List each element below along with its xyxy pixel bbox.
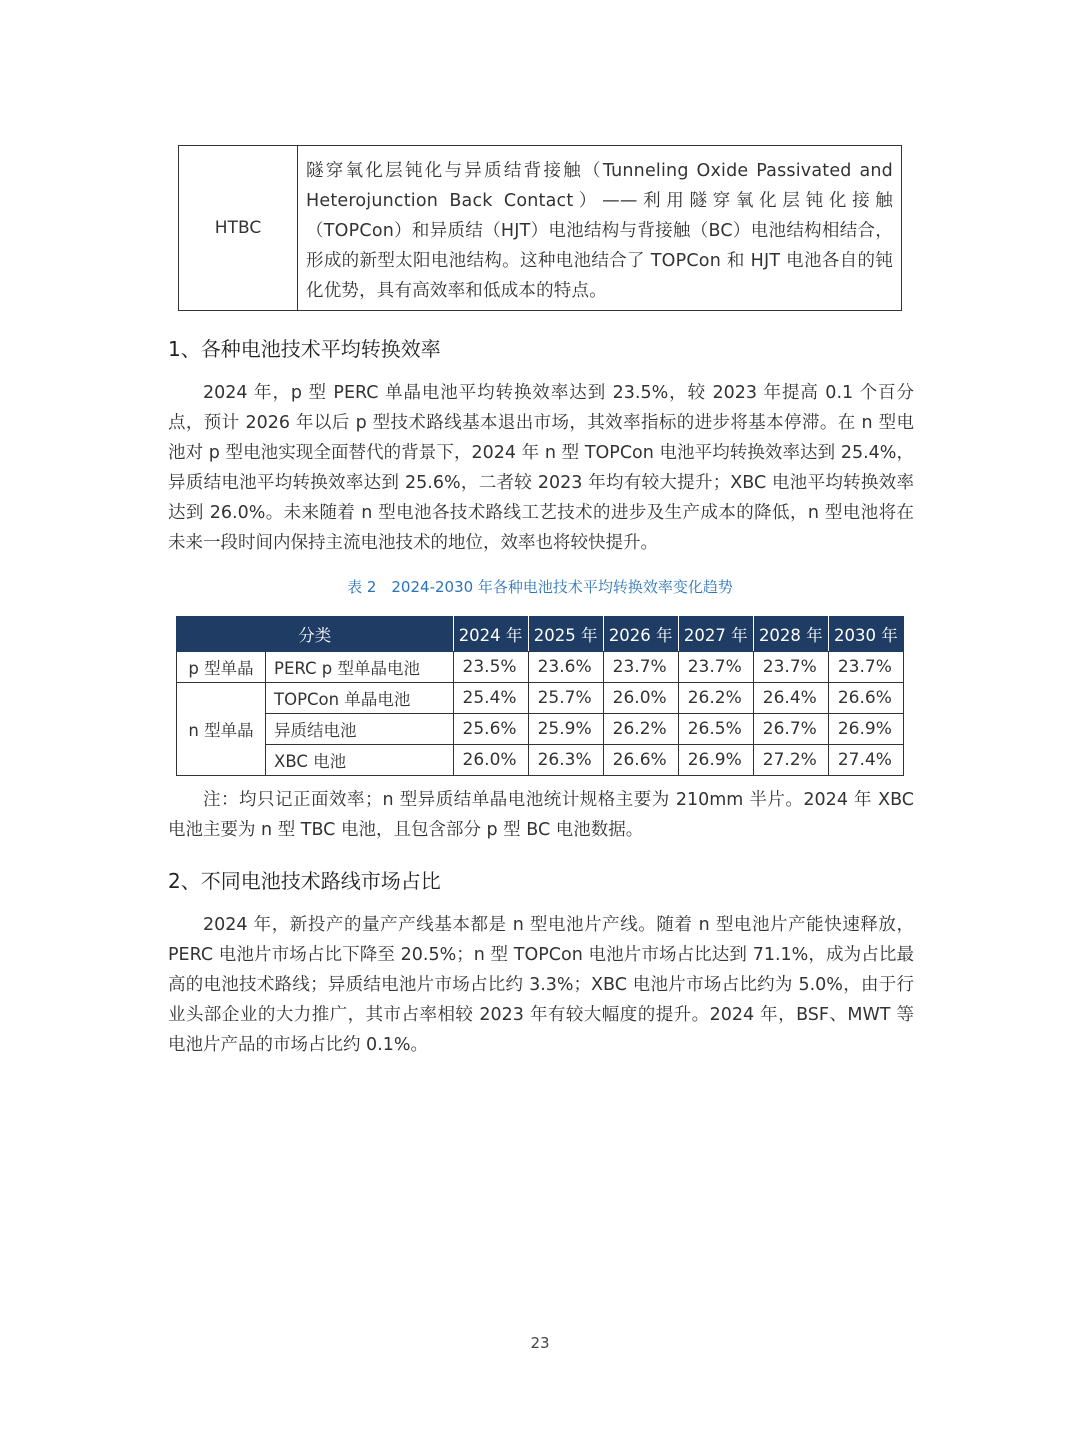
row-name: 异质结电池 — [266, 714, 454, 745]
cell-value: 25.7% — [528, 683, 603, 714]
cell-value: 27.4% — [828, 745, 903, 776]
section-1-paragraph: 2024 年，p 型 PERC 单晶电池平均转换效率达到 23.5%，较 2023 年提高 0.1 个百分点，预计 2026 年以后 p 型技术路线基本退出市场，其效率指标的进步将基本停滞。在 n 型电池对 p 型电池实现全面替代的背景下，2024 年 n 型 TOPCon 电池平均转换效率达到 25.4%，异质结电池平均转换效率达到 25.6%，二者较 2023 年均有较大提升；XBC 电池平均转换效率达到 26.0%。未来随着 n 型电池各技术路线工艺技术的进步及生产成本的降低，n 型电池将在未来一段时间内保持主流电池技术的地位，效率也将较快提升。 — [168, 383, 914, 553]
header-year: 2025 年 — [528, 617, 603, 652]
table-caption: 表 2 2024-2030 年各种电池技术平均转换效率变化趋势 — [347, 578, 733, 596]
cell-value: 25.9% — [528, 714, 603, 745]
cell-value: 25.6% — [453, 714, 528, 745]
cell-value: 27.2% — [753, 745, 828, 776]
definition-term: HTBC — [179, 146, 298, 310]
cell-value: 23.7% — [603, 652, 678, 683]
cell-value: 26.2% — [678, 683, 753, 714]
row-name: TOPCon 单晶电池 — [266, 683, 454, 714]
definition-table — [178, 145, 902, 311]
header-year: 2028 年 — [753, 617, 828, 652]
cell-value: 26.3% — [528, 745, 603, 776]
cell-value: 26.2% — [603, 714, 678, 745]
table-note: 注：均只记正面效率；n 型异质结单晶电池统计规格主要为 210mm 半片。2024 年 XBC 电池主要为 n 型 TBC 电池，且包含部分 p 型 BC 电池数据。 — [168, 790, 914, 840]
efficiency-table — [176, 616, 904, 776]
header-year: 2030 年 — [828, 617, 903, 652]
cell-value: 26.7% — [753, 714, 828, 745]
table-row — [177, 683, 904, 714]
cell-value: 23.7% — [828, 652, 903, 683]
group-p-type: p 型单晶 — [177, 652, 266, 683]
table-row — [177, 745, 904, 776]
definition-description: 隧穿氧化层钝化与异质结背接触（Tunneling Oxide Passivated and Heterojunction Back Contact）——利用隧穿氧化层钝化接触（TOPCon）和异质结（HJT）电池结构与背接触（BC）电池结构相结合，形成的新型太阳电池结构。这种电池结合了 TOPCon 和 HJT 电池各自的钝化优势，具有高效率和低成本的特点。 — [306, 161, 893, 301]
row-name: XBC 电池 — [266, 745, 454, 776]
cell-value: 26.6% — [828, 683, 903, 714]
cell-value: 23.6% — [528, 652, 603, 683]
cell-value: 26.9% — [678, 745, 753, 776]
section-2-heading: 2、不同电池技术路线市场占比 — [168, 869, 441, 893]
cell-value: 26.0% — [603, 683, 678, 714]
table-row — [177, 714, 904, 745]
cell-value: 26.4% — [753, 683, 828, 714]
cell-value: 23.7% — [753, 652, 828, 683]
header-year: 2024 年 — [453, 617, 528, 652]
cell-value: 26.0% — [453, 745, 528, 776]
table-header-row — [177, 617, 904, 652]
cell-value: 26.5% — [678, 714, 753, 745]
cell-value: 25.4% — [453, 683, 528, 714]
section-2-paragraph: 2024 年，新投产的量产产线基本都是 n 型电池片产线。随着 n 型电池片产能快速释放，PERC 电池片市场占比下降至 20.5%；n 型 TOPCon 电池片市场占比达到 71.1%，成为占比最高的电池技术路线；异质结电池片市场占比约 3.3%；XBC 电池片市场占比约为 5.0%，由于行业头部企业的大力推广，其市占率相较 2023 年有较大幅度的提升。2024 年，BSF、MWT 等电池片产品的市场占比约 0.1%。 — [168, 915, 914, 1055]
group-n-type: n 型单晶 — [177, 683, 266, 776]
row-name: PERC p 型单晶电池 — [266, 652, 454, 683]
cell-value: 26.9% — [828, 714, 903, 745]
section-1-heading: 1、各种电池技术平均转换效率 — [168, 337, 441, 361]
cell-value: 23.7% — [678, 652, 753, 683]
header-year: 2026 年 — [603, 617, 678, 652]
page-number: 23 — [530, 1334, 550, 1352]
cell-value: 23.5% — [453, 652, 528, 683]
header-year: 2027 年 — [678, 617, 753, 652]
table-row — [177, 652, 904, 683]
cell-value: 26.6% — [603, 745, 678, 776]
header-category: 分类 — [177, 617, 454, 652]
